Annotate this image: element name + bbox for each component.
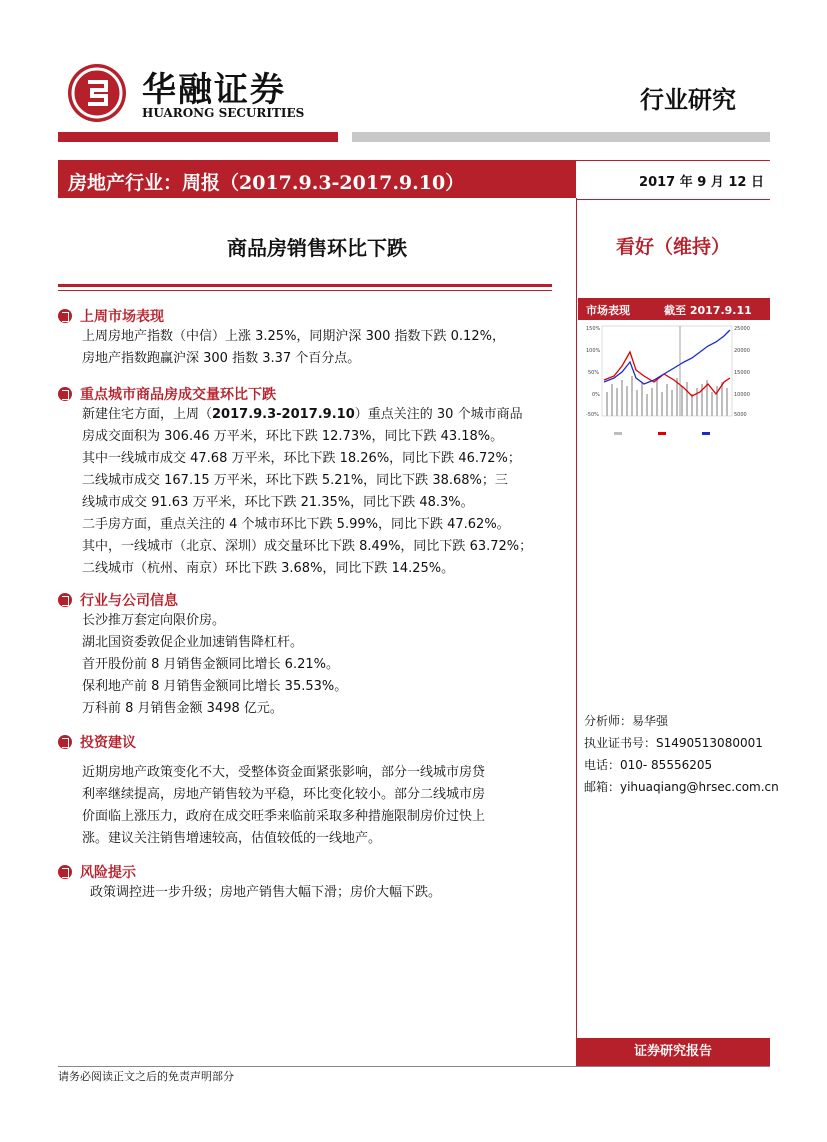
report-date-box: [576, 160, 770, 200]
section-bullet-icon: [58, 387, 72, 401]
section-body-risk: 政策调控进一步升级；房地产销售大幅下滑；房价大幅下跌。: [90, 885, 442, 900]
market-chart-title: 市场表现: [586, 304, 630, 317]
logo-name-en: HUARONG SECURITIES: [142, 106, 305, 120]
svg-text:10000: 10000: [734, 392, 750, 398]
footer-report-label: 证券研究报告: [576, 1038, 770, 1066]
svg-text:5000: 5000: [734, 412, 747, 418]
svg-text:-50%: -50%: [586, 412, 599, 418]
header-bar-red: [58, 132, 338, 142]
report-banner: [58, 160, 576, 198]
svg-text:15000: 15000: [734, 370, 750, 376]
logo-icon: [68, 64, 126, 122]
headline: 商品房销售环比下跌: [227, 236, 407, 260]
section-bullet-icon: [58, 309, 72, 323]
section-heading-advice: 投资建议: [58, 732, 136, 752]
report-date: 2017 年 9 月 12 日: [639, 175, 764, 190]
headline-rule: [58, 284, 552, 287]
section-body-sales: 新建住宅方面，上周（2017.9.3-2017.9.10）重点关注的 30 个城市商品 房成交面积为 306.46 万平米，环比下跌 12.73%，同比下跌 43.18%。 其中一线城市成交 47.68 万平米，环比下跌 18.26%，同比下跌 46.72%； 二线城市成交 167.15 万平米，环比下跌 5.21%，同比下跌 38.68%；三 线城市成交 91.63 万平米，环比下跌 21.35%，同比下跌 48.3%。 二手房方面，重点关注的 4 个城市环比下跌 5.99%，同比下跌 47.62%。 其中，一线城市（北京、深圳）成交量环比下跌 8.49%，同比下跌 63.72%； 二线城市（杭州、南京）环比下跌 3.68%，同比下跌 14.25%。: [82, 407, 533, 576]
section-bullet-icon: [58, 865, 72, 879]
rating: 看好（维持）: [615, 236, 730, 258]
svg-text:20000: 20000: [734, 348, 750, 354]
section-heading-market: 上周市场表现: [58, 306, 164, 326]
analyst-phone: 电话：010- 85556205: [584, 758, 713, 772]
section-heading-sales: 重点城市商品房成交量环比下跌: [58, 384, 276, 404]
footer-rule: [58, 1066, 770, 1067]
headline-rule-thin: [58, 290, 552, 291]
svg-text:100%: 100%: [586, 348, 601, 354]
section-heading-company: 行业与公司信息: [58, 590, 178, 610]
section-body-company: 长沙推万套定向限价房。 湖北国资委敦促企业加速销售降杠杆。 首开股份前 8 月销售金额同比增长 6.21%。 保利地产前 8 月销售金额同比增长 35.53%。 万科前 8 月销售金额 3498 亿元。: [82, 613, 348, 716]
analyst-license: 执业证书号：S1490513080001: [584, 736, 763, 750]
report-title: 房地产行业：周报（2017.9.3-2017.9.10）: [68, 172, 465, 194]
analyst-name: 分析师：易华强: [584, 714, 669, 728]
svg-text:50%: 50%: [588, 370, 600, 376]
svg-text:25000: 25000: [734, 326, 750, 332]
market-chart-image: [584, 322, 764, 444]
market-chart-date: 截至 2017.9.11: [664, 304, 752, 317]
market-chart-header: [578, 298, 770, 320]
section-bullet-icon: [58, 593, 72, 607]
document-type: 行业研究: [640, 85, 736, 114]
svg-text:150%: 150%: [586, 326, 601, 332]
header-bar-gray: [352, 132, 770, 142]
disclaimer: 请务必阅读正文之后的免责声明部分: [58, 1070, 234, 1083]
svg-text:0%: 0%: [592, 392, 600, 398]
section-heading-risk: 风险提示: [58, 862, 136, 882]
section-body-advice: 近期房地产政策变化不大，受整体资金面紧张影响，部分一线城市房贷 利率继续提高，房地产销售较为平稳，环比变化较小。部分二线城市房 价面临上涨压力，政府在成交旺季来临前采取多种措施限制房价过快上 涨。建议关注销售增速较高，估值较低的一线地产。: [82, 765, 486, 846]
logo-name-cn: 华融证券: [142, 70, 286, 110]
section-body-market: 上周房地产指数（中信）上涨 3.25%，同期沪深 300 指数下跌 0.12%， 房地产指数跑赢沪深 300 指数 3.37 个百分点。: [82, 329, 505, 366]
sidebar-divider: [576, 198, 577, 1038]
section-bullet-icon: [58, 735, 72, 749]
analyst-email[interactable]: 邮箱：yihuaqiang@hrsec.com.cn: [584, 780, 779, 794]
